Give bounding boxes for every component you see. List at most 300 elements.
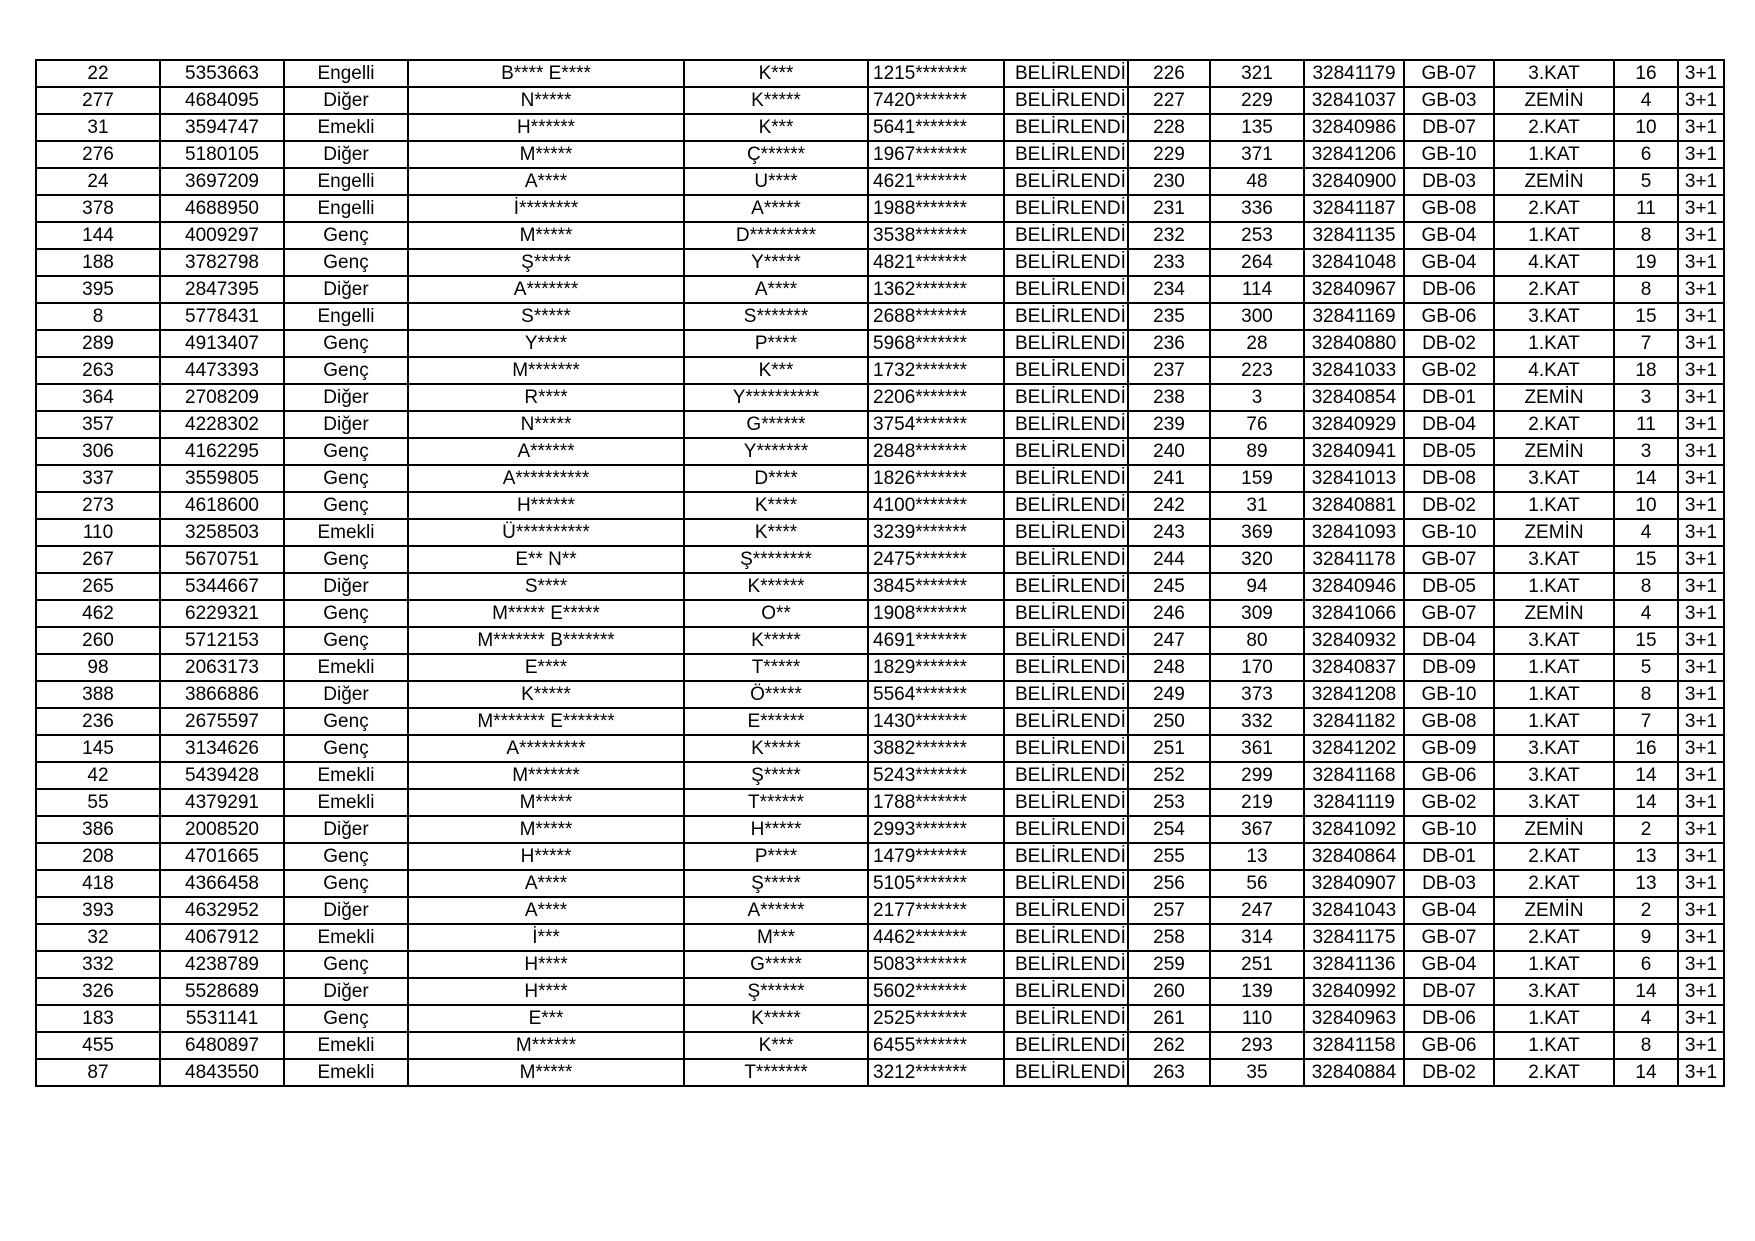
category-cell: Genç bbox=[284, 546, 408, 573]
block-cell: DB-02 bbox=[1404, 330, 1494, 357]
row-number-cell: 455 bbox=[36, 1032, 160, 1059]
unit-number-cell: 35 bbox=[1210, 1059, 1304, 1086]
national-id-cell: 4462******* bbox=[868, 924, 1004, 951]
unit-number-cell: 13 bbox=[1210, 843, 1304, 870]
unit-type-cell: 3+1 bbox=[1678, 681, 1724, 708]
application-number-cell: 4684095 bbox=[160, 87, 284, 114]
application-number-cell: 4238789 bbox=[160, 951, 284, 978]
first-name-cell: M******* bbox=[408, 357, 684, 384]
national-id-cell: 3845******* bbox=[868, 573, 1004, 600]
draw-order-cell: 233 bbox=[1128, 249, 1210, 276]
parcel-id-cell: 32840884 bbox=[1304, 1059, 1404, 1086]
apartment-number-cell: 14 bbox=[1614, 762, 1678, 789]
draw-order-cell: 254 bbox=[1128, 816, 1210, 843]
unit-type-cell: 3+1 bbox=[1678, 1032, 1724, 1059]
first-name-cell: H****** bbox=[408, 114, 684, 141]
last-name-cell: P**** bbox=[684, 330, 868, 357]
row-number-cell: 395 bbox=[36, 276, 160, 303]
national-id-cell: 2993******* bbox=[868, 816, 1004, 843]
unit-number-cell: 336 bbox=[1210, 195, 1304, 222]
floor-cell: 2.KAT bbox=[1494, 276, 1614, 303]
national-id-cell: 1732******* bbox=[868, 357, 1004, 384]
unit-type-cell: 3+1 bbox=[1678, 141, 1724, 168]
draw-order-cell: 252 bbox=[1128, 762, 1210, 789]
table-row bbox=[36, 735, 1724, 762]
table-row bbox=[36, 114, 1724, 141]
block-cell: DB-04 bbox=[1404, 411, 1494, 438]
floor-cell: ZEMİN bbox=[1494, 168, 1614, 195]
status-cell: BELİRLENDİ bbox=[1004, 816, 1128, 843]
apartment-number-cell: 4 bbox=[1614, 519, 1678, 546]
first-name-cell: M***** bbox=[408, 222, 684, 249]
draw-order-cell: 228 bbox=[1128, 114, 1210, 141]
status-cell: BELİRLENDİ bbox=[1004, 1005, 1128, 1032]
block-cell: DB-01 bbox=[1404, 843, 1494, 870]
row-number-cell: 418 bbox=[36, 870, 160, 897]
parcel-id-cell: 32841178 bbox=[1304, 546, 1404, 573]
status-cell: BELİRLENDİ bbox=[1004, 60, 1128, 87]
row-number-cell: 306 bbox=[36, 438, 160, 465]
table-row bbox=[36, 681, 1724, 708]
national-id-cell: 5641******* bbox=[868, 114, 1004, 141]
row-number-cell: 98 bbox=[36, 654, 160, 681]
unit-type-cell: 3+1 bbox=[1678, 357, 1724, 384]
block-cell: DB-05 bbox=[1404, 438, 1494, 465]
row-number-cell: 145 bbox=[36, 735, 160, 762]
category-cell: Genç bbox=[284, 951, 408, 978]
first-name-cell: E**** bbox=[408, 654, 684, 681]
category-cell: Emekli bbox=[284, 924, 408, 951]
category-cell: Diğer bbox=[284, 978, 408, 1005]
last-name-cell: K*** bbox=[684, 60, 868, 87]
row-number-cell: 276 bbox=[36, 141, 160, 168]
row-number-cell: 357 bbox=[36, 411, 160, 438]
block-cell: GB-10 bbox=[1404, 681, 1494, 708]
parcel-id-cell: 32841048 bbox=[1304, 249, 1404, 276]
unit-type-cell: 3+1 bbox=[1678, 897, 1724, 924]
table-row bbox=[36, 60, 1724, 87]
draw-order-cell: 247 bbox=[1128, 627, 1210, 654]
row-number-cell: 273 bbox=[36, 492, 160, 519]
table-row bbox=[36, 492, 1724, 519]
last-name-cell: A**** bbox=[684, 276, 868, 303]
row-number-cell: 289 bbox=[36, 330, 160, 357]
draw-order-cell: 261 bbox=[1128, 1005, 1210, 1032]
application-number-cell: 5344667 bbox=[160, 573, 284, 600]
national-id-cell: 1479******* bbox=[868, 843, 1004, 870]
row-number-cell: 8 bbox=[36, 303, 160, 330]
category-cell: Genç bbox=[284, 357, 408, 384]
category-cell: Diğer bbox=[284, 384, 408, 411]
application-number-cell: 5353663 bbox=[160, 60, 284, 87]
row-number-cell: 22 bbox=[36, 60, 160, 87]
status-cell: BELİRLENDİ bbox=[1004, 384, 1128, 411]
unit-number-cell: 159 bbox=[1210, 465, 1304, 492]
row-number-cell: 326 bbox=[36, 978, 160, 1005]
floor-cell: 3.KAT bbox=[1494, 303, 1614, 330]
unit-number-cell: 170 bbox=[1210, 654, 1304, 681]
row-number-cell: 393 bbox=[36, 897, 160, 924]
apartment-number-cell: 4 bbox=[1614, 1005, 1678, 1032]
last-name-cell: Ş******** bbox=[684, 546, 868, 573]
application-number-cell: 4379291 bbox=[160, 789, 284, 816]
unit-number-cell: 139 bbox=[1210, 978, 1304, 1005]
category-cell: Genç bbox=[284, 735, 408, 762]
status-cell: BELİRLENDİ bbox=[1004, 357, 1128, 384]
first-name-cell: M***** bbox=[408, 789, 684, 816]
application-number-cell: 4162295 bbox=[160, 438, 284, 465]
last-name-cell: Ş***** bbox=[684, 762, 868, 789]
national-id-cell: 4100******* bbox=[868, 492, 1004, 519]
last-name-cell: Ç****** bbox=[684, 141, 868, 168]
row-number-cell: 24 bbox=[36, 168, 160, 195]
last-name-cell: E****** bbox=[684, 708, 868, 735]
national-id-cell: 3538******* bbox=[868, 222, 1004, 249]
block-cell: GB-06 bbox=[1404, 303, 1494, 330]
national-id-cell: 3239******* bbox=[868, 519, 1004, 546]
parcel-id-cell: 32841202 bbox=[1304, 735, 1404, 762]
status-cell: BELİRLENDİ bbox=[1004, 924, 1128, 951]
block-cell: GB-10 bbox=[1404, 519, 1494, 546]
apartment-number-cell: 8 bbox=[1614, 222, 1678, 249]
unit-type-cell: 3+1 bbox=[1678, 303, 1724, 330]
first-name-cell: Ü********** bbox=[408, 519, 684, 546]
apartment-number-cell: 13 bbox=[1614, 870, 1678, 897]
status-cell: BELİRLENDİ bbox=[1004, 465, 1128, 492]
parcel-id-cell: 32841136 bbox=[1304, 951, 1404, 978]
national-id-cell: 1430******* bbox=[868, 708, 1004, 735]
category-cell: Emekli bbox=[284, 1059, 408, 1086]
last-name-cell: A***** bbox=[684, 195, 868, 222]
application-number-cell: 2708209 bbox=[160, 384, 284, 411]
floor-cell: 3.KAT bbox=[1494, 789, 1614, 816]
floor-cell: 1.KAT bbox=[1494, 951, 1614, 978]
apartment-number-cell: 10 bbox=[1614, 114, 1678, 141]
unit-number-cell: 223 bbox=[1210, 357, 1304, 384]
unit-number-cell: 89 bbox=[1210, 438, 1304, 465]
parcel-id-cell: 32841206 bbox=[1304, 141, 1404, 168]
category-cell: Genç bbox=[284, 330, 408, 357]
draw-order-cell: 257 bbox=[1128, 897, 1210, 924]
unit-number-cell: 135 bbox=[1210, 114, 1304, 141]
parcel-id-cell: 32841093 bbox=[1304, 519, 1404, 546]
unit-type-cell: 3+1 bbox=[1678, 519, 1724, 546]
row-number-cell: 378 bbox=[36, 195, 160, 222]
unit-number-cell: 321 bbox=[1210, 60, 1304, 87]
table-row bbox=[36, 951, 1724, 978]
last-name-cell: D********* bbox=[684, 222, 868, 249]
block-cell: GB-02 bbox=[1404, 789, 1494, 816]
parcel-id-cell: 32841182 bbox=[1304, 708, 1404, 735]
table-row bbox=[36, 141, 1724, 168]
application-number-cell: 4067912 bbox=[160, 924, 284, 951]
unit-number-cell: 264 bbox=[1210, 249, 1304, 276]
row-number-cell: 183 bbox=[36, 1005, 160, 1032]
apartment-number-cell: 7 bbox=[1614, 708, 1678, 735]
unit-type-cell: 3+1 bbox=[1678, 573, 1724, 600]
floor-cell: 3.KAT bbox=[1494, 762, 1614, 789]
apartment-number-cell: 2 bbox=[1614, 816, 1678, 843]
table-body bbox=[36, 60, 1724, 1086]
floor-cell: ZEMİN bbox=[1494, 897, 1614, 924]
national-id-cell: 3882******* bbox=[868, 735, 1004, 762]
table-row bbox=[36, 330, 1724, 357]
parcel-id-cell: 32841208 bbox=[1304, 681, 1404, 708]
national-id-cell: 7420******* bbox=[868, 87, 1004, 114]
draw-order-cell: 238 bbox=[1128, 384, 1210, 411]
row-number-cell: 462 bbox=[36, 600, 160, 627]
application-number-cell: 3782798 bbox=[160, 249, 284, 276]
floor-cell: ZEMİN bbox=[1494, 600, 1614, 627]
floor-cell: 3.KAT bbox=[1494, 546, 1614, 573]
status-cell: BELİRLENDİ bbox=[1004, 411, 1128, 438]
apartment-number-cell: 10 bbox=[1614, 492, 1678, 519]
block-cell: DB-09 bbox=[1404, 654, 1494, 681]
last-name-cell: K***** bbox=[684, 627, 868, 654]
status-cell: BELİRLENDİ bbox=[1004, 1059, 1128, 1086]
table-row bbox=[36, 249, 1724, 276]
parcel-id-cell: 32841168 bbox=[1304, 762, 1404, 789]
unit-number-cell: 247 bbox=[1210, 897, 1304, 924]
apartment-number-cell: 8 bbox=[1614, 573, 1678, 600]
status-cell: BELİRLENDİ bbox=[1004, 249, 1128, 276]
first-name-cell: M***** bbox=[408, 141, 684, 168]
draw-order-cell: 249 bbox=[1128, 681, 1210, 708]
status-cell: BELİRLENDİ bbox=[1004, 870, 1128, 897]
row-number-cell: 87 bbox=[36, 1059, 160, 1086]
draw-order-cell: 248 bbox=[1128, 654, 1210, 681]
unit-number-cell: 332 bbox=[1210, 708, 1304, 735]
draw-order-cell: 231 bbox=[1128, 195, 1210, 222]
first-name-cell: M******* bbox=[408, 762, 684, 789]
table-row bbox=[36, 276, 1724, 303]
national-id-cell: 3754******* bbox=[868, 411, 1004, 438]
block-cell: GB-07 bbox=[1404, 60, 1494, 87]
first-name-cell: N***** bbox=[408, 411, 684, 438]
unit-number-cell: 314 bbox=[1210, 924, 1304, 951]
apartment-number-cell: 15 bbox=[1614, 303, 1678, 330]
category-cell: Diğer bbox=[284, 681, 408, 708]
apartment-number-cell: 5 bbox=[1614, 168, 1678, 195]
apartment-number-cell: 8 bbox=[1614, 681, 1678, 708]
block-cell: GB-02 bbox=[1404, 357, 1494, 384]
table-row bbox=[36, 816, 1724, 843]
block-cell: DB-01 bbox=[1404, 384, 1494, 411]
last-name-cell: Ş****** bbox=[684, 978, 868, 1005]
status-cell: BELİRLENDİ bbox=[1004, 789, 1128, 816]
status-cell: BELİRLENDİ bbox=[1004, 492, 1128, 519]
application-number-cell: 4228302 bbox=[160, 411, 284, 438]
last-name-cell: Y***** bbox=[684, 249, 868, 276]
floor-cell: 3.KAT bbox=[1494, 627, 1614, 654]
apartment-number-cell: 15 bbox=[1614, 546, 1678, 573]
national-id-cell: 2525******* bbox=[868, 1005, 1004, 1032]
table-row bbox=[36, 870, 1724, 897]
table-row bbox=[36, 627, 1724, 654]
national-id-cell: 1788******* bbox=[868, 789, 1004, 816]
unit-type-cell: 3+1 bbox=[1678, 546, 1724, 573]
unit-type-cell: 3+1 bbox=[1678, 276, 1724, 303]
unit-number-cell: 251 bbox=[1210, 951, 1304, 978]
row-number-cell: 337 bbox=[36, 465, 160, 492]
parcel-id-cell: 32841158 bbox=[1304, 1032, 1404, 1059]
last-name-cell: K***** bbox=[684, 735, 868, 762]
parcel-id-cell: 32841037 bbox=[1304, 87, 1404, 114]
national-id-cell: 1908******* bbox=[868, 600, 1004, 627]
row-number-cell: 386 bbox=[36, 816, 160, 843]
row-number-cell: 277 bbox=[36, 87, 160, 114]
first-name-cell: A**** bbox=[408, 168, 684, 195]
unit-type-cell: 3+1 bbox=[1678, 978, 1724, 1005]
apartment-number-cell: 7 bbox=[1614, 330, 1678, 357]
last-name-cell: K**** bbox=[684, 492, 868, 519]
application-number-cell: 5439428 bbox=[160, 762, 284, 789]
category-cell: Engelli bbox=[284, 60, 408, 87]
category-cell: Engelli bbox=[284, 168, 408, 195]
application-number-cell: 4618600 bbox=[160, 492, 284, 519]
row-number-cell: 188 bbox=[36, 249, 160, 276]
table-row bbox=[36, 546, 1724, 573]
table-row bbox=[36, 708, 1724, 735]
status-cell: BELİRLENDİ bbox=[1004, 681, 1128, 708]
block-cell: GB-04 bbox=[1404, 951, 1494, 978]
row-number-cell: 236 bbox=[36, 708, 160, 735]
lottery-results-table bbox=[35, 59, 1725, 1087]
table-row bbox=[36, 978, 1724, 1005]
status-cell: BELİRLENDİ bbox=[1004, 735, 1128, 762]
block-cell: DB-02 bbox=[1404, 1059, 1494, 1086]
status-cell: BELİRLENDİ bbox=[1004, 1032, 1128, 1059]
floor-cell: 2.KAT bbox=[1494, 114, 1614, 141]
parcel-id-cell: 32841135 bbox=[1304, 222, 1404, 249]
table-row bbox=[36, 519, 1724, 546]
unit-number-cell: 31 bbox=[1210, 492, 1304, 519]
last-name-cell: G****** bbox=[684, 411, 868, 438]
parcel-id-cell: 32840854 bbox=[1304, 384, 1404, 411]
unit-type-cell: 3+1 bbox=[1678, 60, 1724, 87]
row-number-cell: 332 bbox=[36, 951, 160, 978]
apartment-number-cell: 13 bbox=[1614, 843, 1678, 870]
first-name-cell: A********** bbox=[408, 465, 684, 492]
floor-cell: 3.KAT bbox=[1494, 465, 1614, 492]
first-name-cell: İ*** bbox=[408, 924, 684, 951]
application-number-cell: 4913407 bbox=[160, 330, 284, 357]
national-id-cell: 4621******* bbox=[868, 168, 1004, 195]
national-id-cell: 1215******* bbox=[868, 60, 1004, 87]
category-cell: Genç bbox=[284, 465, 408, 492]
parcel-id-cell: 32841175 bbox=[1304, 924, 1404, 951]
block-cell: GB-07 bbox=[1404, 924, 1494, 951]
unit-type-cell: 3+1 bbox=[1678, 249, 1724, 276]
apartment-number-cell: 3 bbox=[1614, 438, 1678, 465]
table-row bbox=[36, 1005, 1724, 1032]
unit-number-cell: 309 bbox=[1210, 600, 1304, 627]
category-cell: Emekli bbox=[284, 1032, 408, 1059]
status-cell: BELİRLENDİ bbox=[1004, 843, 1128, 870]
first-name-cell: M***** bbox=[408, 1059, 684, 1086]
first-name-cell: H***** bbox=[408, 843, 684, 870]
block-cell: GB-06 bbox=[1404, 762, 1494, 789]
parcel-id-cell: 32840946 bbox=[1304, 573, 1404, 600]
table-row bbox=[36, 762, 1724, 789]
national-id-cell: 5243******* bbox=[868, 762, 1004, 789]
status-cell: BELİRLENDİ bbox=[1004, 222, 1128, 249]
block-cell: GB-06 bbox=[1404, 1032, 1494, 1059]
application-number-cell: 4473393 bbox=[160, 357, 284, 384]
draw-order-cell: 256 bbox=[1128, 870, 1210, 897]
unit-number-cell: 80 bbox=[1210, 627, 1304, 654]
first-name-cell: K***** bbox=[408, 681, 684, 708]
first-name-cell: A****** bbox=[408, 438, 684, 465]
unit-number-cell: 28 bbox=[1210, 330, 1304, 357]
table-row bbox=[36, 1059, 1724, 1086]
table-row bbox=[36, 222, 1724, 249]
parcel-id-cell: 32841033 bbox=[1304, 357, 1404, 384]
parcel-id-cell: 32840864 bbox=[1304, 843, 1404, 870]
category-cell: Genç bbox=[284, 222, 408, 249]
category-cell: Diğer bbox=[284, 816, 408, 843]
status-cell: BELİRLENDİ bbox=[1004, 573, 1128, 600]
parcel-id-cell: 32840907 bbox=[1304, 870, 1404, 897]
category-cell: Emekli bbox=[284, 654, 408, 681]
unit-number-cell: 361 bbox=[1210, 735, 1304, 762]
status-cell: BELİRLENDİ bbox=[1004, 654, 1128, 681]
draw-order-cell: 258 bbox=[1128, 924, 1210, 951]
national-id-cell: 2177******* bbox=[868, 897, 1004, 924]
first-name-cell: A******* bbox=[408, 276, 684, 303]
draw-order-cell: 229 bbox=[1128, 141, 1210, 168]
parcel-id-cell: 32840967 bbox=[1304, 276, 1404, 303]
draw-order-cell: 262 bbox=[1128, 1032, 1210, 1059]
last-name-cell: Ş***** bbox=[684, 870, 868, 897]
category-cell: Diğer bbox=[284, 897, 408, 924]
floor-cell: 2.KAT bbox=[1494, 1059, 1614, 1086]
block-cell: GB-10 bbox=[1404, 816, 1494, 843]
status-cell: BELİRLENDİ bbox=[1004, 114, 1128, 141]
category-cell: Genç bbox=[284, 438, 408, 465]
floor-cell: ZEMİN bbox=[1494, 87, 1614, 114]
block-cell: DB-08 bbox=[1404, 465, 1494, 492]
category-cell: Engelli bbox=[284, 195, 408, 222]
parcel-id-cell: 32840986 bbox=[1304, 114, 1404, 141]
apartment-number-cell: 14 bbox=[1614, 978, 1678, 1005]
unit-type-cell: 3+1 bbox=[1678, 384, 1724, 411]
draw-order-cell: 243 bbox=[1128, 519, 1210, 546]
floor-cell: 1.KAT bbox=[1494, 1032, 1614, 1059]
block-cell: GB-04 bbox=[1404, 249, 1494, 276]
first-name-cell: M***** bbox=[408, 816, 684, 843]
floor-cell: 3.KAT bbox=[1494, 60, 1614, 87]
unit-number-cell: 293 bbox=[1210, 1032, 1304, 1059]
national-id-cell: 1826******* bbox=[868, 465, 1004, 492]
block-cell: GB-04 bbox=[1404, 222, 1494, 249]
status-cell: BELİRLENDİ bbox=[1004, 330, 1128, 357]
application-number-cell: 5528689 bbox=[160, 978, 284, 1005]
national-id-cell: 4691******* bbox=[868, 627, 1004, 654]
application-number-cell: 2063173 bbox=[160, 654, 284, 681]
category-cell: Emekli bbox=[284, 789, 408, 816]
unit-number-cell: 300 bbox=[1210, 303, 1304, 330]
last-name-cell: S******* bbox=[684, 303, 868, 330]
block-cell: DB-03 bbox=[1404, 168, 1494, 195]
apartment-number-cell: 14 bbox=[1614, 1059, 1678, 1086]
apartment-number-cell: 18 bbox=[1614, 357, 1678, 384]
draw-order-cell: 246 bbox=[1128, 600, 1210, 627]
application-number-cell: 5778431 bbox=[160, 303, 284, 330]
first-name-cell: M***** E***** bbox=[408, 600, 684, 627]
national-id-cell: 3212******* bbox=[868, 1059, 1004, 1086]
apartment-number-cell: 9 bbox=[1614, 924, 1678, 951]
